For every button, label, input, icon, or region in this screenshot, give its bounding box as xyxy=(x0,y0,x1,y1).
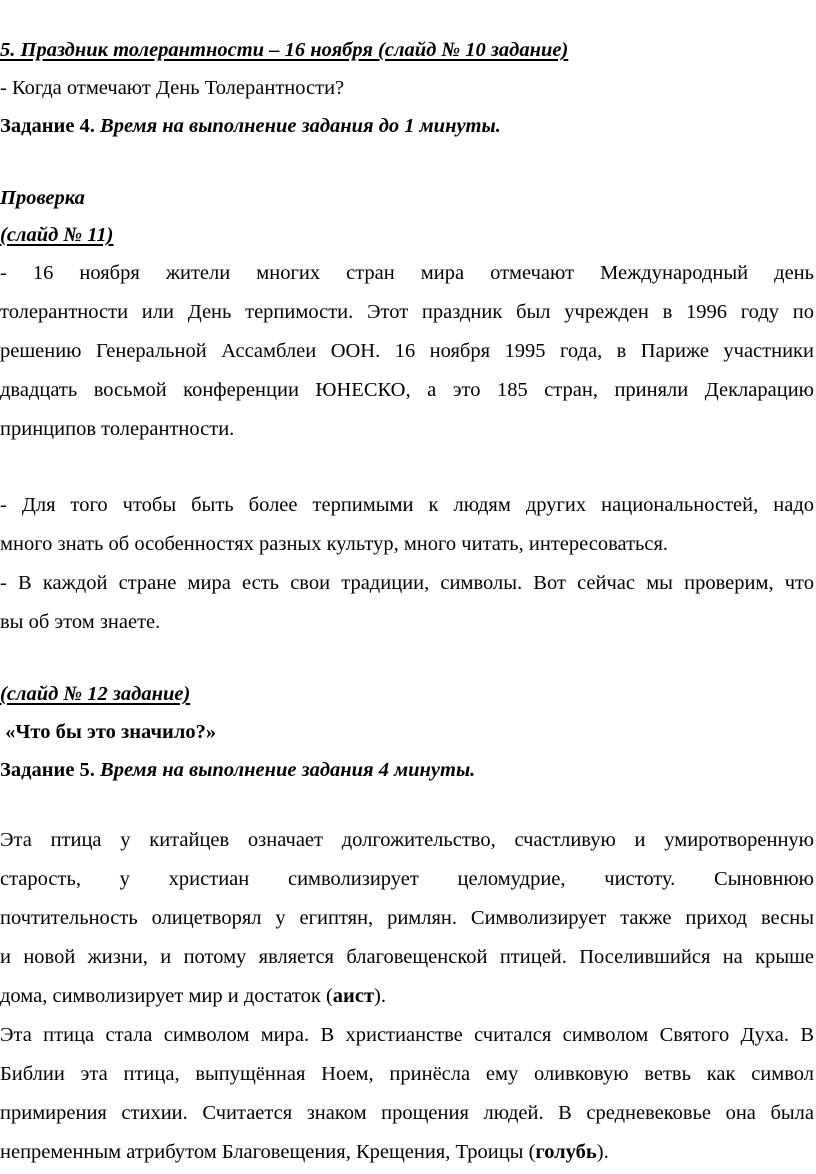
paragraph-line: вы об этом знаете. xyxy=(0,611,161,633)
task4-label: Задание 4. xyxy=(0,115,95,137)
section-heading: 5. Праздник толерантности – 16 ноября (слайд № 10 задание) xyxy=(0,39,569,61)
answer-line xyxy=(0,1132,814,1172)
task5-time: Время на выполнение задания 4 минуты. xyxy=(94,759,476,781)
paragraph-line: много знать об особенностях разных культур, много читать, интересоваться. xyxy=(0,533,669,555)
paragraph-line: и новой жизни, и потому является благовещенской птицей. Поселившийся на крыше xyxy=(0,946,814,968)
answer-word: аист xyxy=(332,985,375,1007)
answer-suffix: ). xyxy=(374,985,386,1007)
paragraph-line: Эта птица стала символом мира. В христианстве считался символом Святого Духа. В xyxy=(0,1024,814,1046)
answer-suffix: ). xyxy=(596,1141,609,1163)
paragraph-line: принципов толерантности. xyxy=(0,418,235,440)
task4-line xyxy=(0,106,814,146)
answer-prefix: непременным атрибутом Благовещения, Крещения, Троицы ( xyxy=(0,1141,536,1163)
paragraph-line: старость, у христиан символизирует целомудрие, чистоту. Сыновнюю xyxy=(0,868,814,890)
slide11-ref: (слайд № 11) xyxy=(0,224,114,246)
paragraph-line: решению Генеральной Ассамблеи ООН. 16 ноября 1995 года, в Париже участники xyxy=(0,340,814,362)
paragraph-line: Библии эта птица, выпущённая Ноем, принёсла ему оливковую ветвь как символ xyxy=(0,1063,814,1085)
paragraph-line: почтительность олицетворял у египтян, римлян. Символизирует также приход весны xyxy=(0,907,814,929)
task5-label: Задание 5. xyxy=(0,759,95,781)
answer-line xyxy=(0,976,814,1016)
task5-line xyxy=(0,750,814,790)
slide12-title: «Что бы это значило?» xyxy=(0,721,217,743)
paragraph-line: двадцать восьмой конференции ЮНЕСКО, а это 185 стран, приняли Декларацию xyxy=(0,379,814,401)
answer-prefix: дома, символизирует мир и достаток ( xyxy=(0,985,333,1007)
slide12-ref: (слайд № 12 задание) xyxy=(0,683,191,705)
check-title: Проверка xyxy=(0,187,85,209)
task4-time: Время на выполнение задания до 1 минуты. xyxy=(94,115,501,137)
paragraph-line: - 16 ноября жители многих стран мира отмечают Международный день xyxy=(0,262,814,284)
paragraph-line: - В каждой стране мира есть свои традиции, символы. Вот сейчас мы проверим, что xyxy=(0,572,814,594)
answer-word: голубь xyxy=(535,1141,597,1163)
paragraph-line: Эта птица у китайцев означает долгожительство, счастливую и умиротворенную xyxy=(0,829,814,851)
paragraph-line: толерантности или День терпимости. Этот праздник был учрежден в 1996 году по xyxy=(0,301,814,323)
question-line: - Когда отмечают День Толерантности? xyxy=(0,77,345,99)
paragraph-line: примирения стихии. Считается знаком прощения людей. В средневековье она была xyxy=(0,1102,814,1124)
paragraph-line: - Для того чтобы быть более терпимыми к людям других национальностей, надо xyxy=(0,494,814,516)
